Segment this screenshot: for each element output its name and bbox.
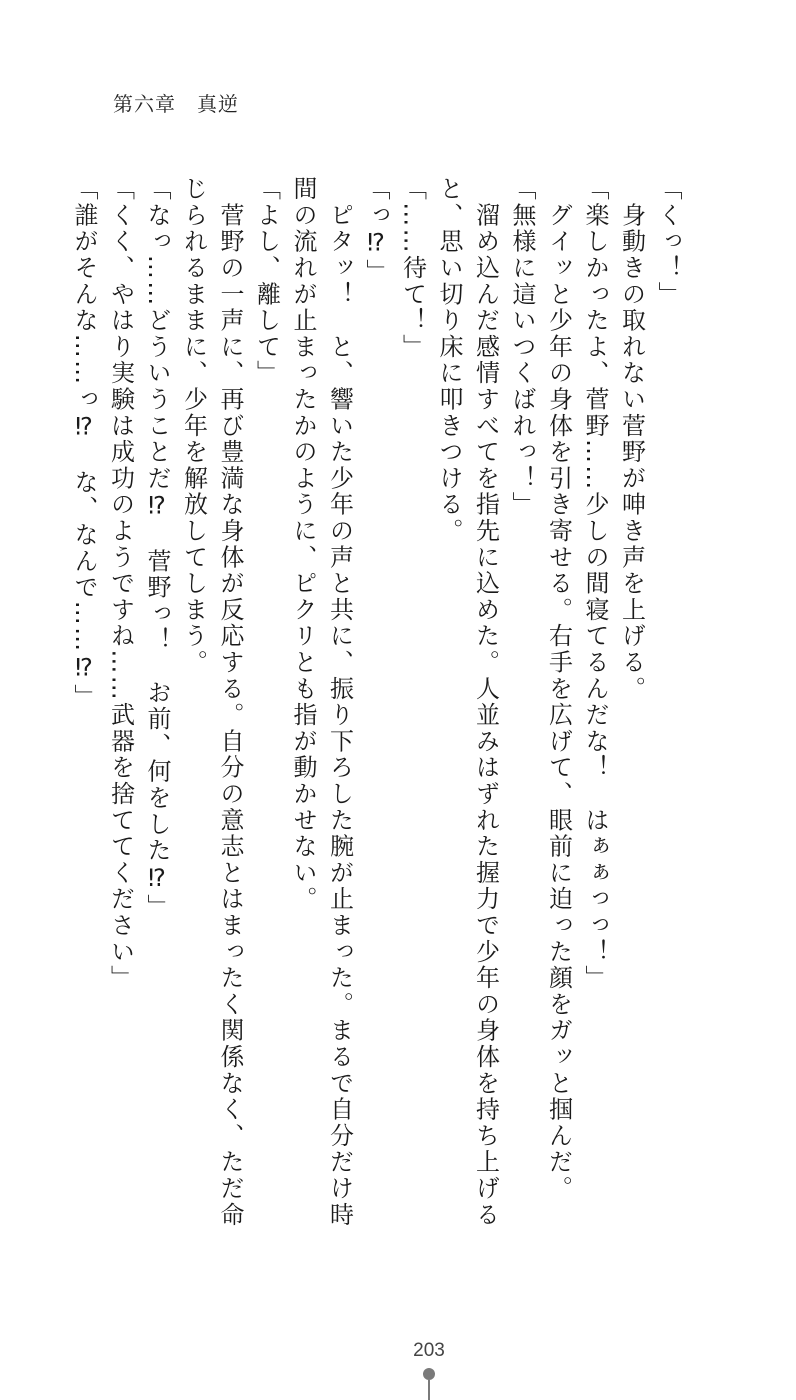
text-line: グイッと少年の身体を引き寄せる。右手を広げて、眼前に迫った顔をガッと掴んだ。 (544, 176, 573, 1202)
text-line: 「っ⁉」 (362, 176, 390, 286)
text-line: 「くっ！」 (654, 176, 682, 308)
chapter-header: 第六章 真逆 (113, 92, 239, 116)
text-line: 身動きの取れない菅野が呻き声を上げる。 (617, 176, 646, 702)
text-line: 溜め込んだ感情すべてを指先に込めた。人並みはずれた握力で少年の身体を持ち上げる (471, 176, 500, 1228)
page-marker-line (428, 1380, 430, 1400)
page-number: 203 (413, 1340, 445, 1361)
text-line: 菅野の一声に、再び豊満な身体が反応する。自分の意志とはまったく関係なく、ただ命 (216, 176, 244, 1228)
text-line: ピタッ！ と、響いた少年の声と共に、振り下ろした腕が止まった。まるで自分だけ時 (325, 176, 354, 1228)
text-line: 「誰がそんな……っ⁉ な、なんで……⁉」 (70, 176, 98, 710)
text-line: 「くく、やはり実験は成功のようですね……武器を捨ててください」 (106, 176, 135, 992)
page-marker-dot (423, 1368, 435, 1380)
text-line: 「なっ……どういうことだ⁉ 菅野っ！ お前、何をした⁉」 (143, 176, 171, 921)
text-line: じられるままに、少年を解放してしまう。 (179, 176, 208, 676)
text-line: 間の流れが止まったかのように、ピクリとも指が動かせない。 (289, 176, 317, 913)
text-line: と、思い切り床に叩きつける。 (435, 176, 463, 545)
text-line: 「楽しかったよ、菅野……少しの間寝てるんだな！ はぁぁっっ！」 (581, 176, 609, 992)
text-line: 「無様に這いつくばれっ！」 (508, 176, 536, 518)
text-line: 「よし、離して」 (252, 176, 281, 387)
text-line: 「……待て！」 (398, 176, 427, 361)
vertical-text-body (66, 176, 687, 1228)
